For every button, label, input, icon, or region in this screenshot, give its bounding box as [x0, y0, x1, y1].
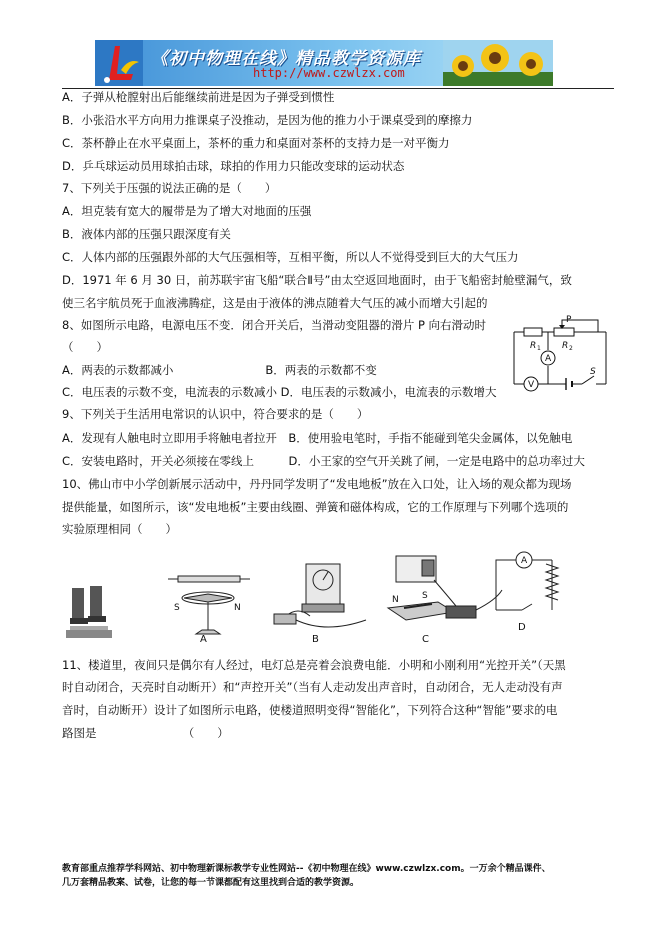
q11-stem-cont3: 路图是 （ ） [62, 726, 229, 740]
voltmeter-label: V [528, 380, 535, 390]
option-c-s-label: S [422, 591, 428, 601]
q8-stem-cont: （ ） [62, 340, 108, 354]
q7-option-b: B．液体内部的压强只跟深度有关 [62, 227, 231, 241]
q7-stem: 7、下列关于压强的说法正确的是（ ） [62, 181, 277, 195]
q11-stem-cont: 时自动闭合，天亮时自动断开）和“声控开关”（当有人走动发出声音时，自动闭合，无人走动没有声 [62, 680, 563, 694]
option-c-figure [388, 556, 502, 620]
ammeter-label: A [545, 354, 552, 364]
q10-stem-cont2: 实验原理相同（ ） [62, 522, 177, 536]
r1-subscript: 1 [537, 345, 541, 352]
banner-url[interactable]: http://www.czwlzx.com [253, 66, 405, 80]
q9-stem: 9、下列关于生活用电常识的认识中，符合要求的是（ ） [62, 407, 369, 421]
q7-option-a: A．坦克装有宽大的履带是为了增大对地面的压强 [62, 204, 312, 218]
q11-stem: 11、楼道里，夜间只是偶尔有人经过，电灯总是亮着会浪费电能．小明和小刚利用“光控开关”（天黑 [62, 658, 566, 672]
q8-option-ab: A．两表的示数都减小 B．两表的示数都不变 [62, 363, 377, 377]
q6-option-c: C．茶杯静止在水平桌面上，茶杯的重力和桌面对茶杯的支持力是一对平衡力 [62, 136, 450, 150]
sunflower-decoration-icon [443, 40, 553, 86]
q6-option-d: D．乒乓球运动员用球拍击球，球拍的作用力只能改变球的运动状态 [62, 159, 405, 173]
q9-option-cd: C．安装电路时，开关必须接在零线上 D．小王家的空气开关跳了闸，一定是电路中的总功率过大 [62, 454, 585, 468]
option-c-label: C [422, 634, 429, 645]
footer-line-1: 教育部重点推荐学科网站、初中物理新课标教学专业性网站--《初中物理在线》www.czwlzx.com。一万余个精品课件、 [62, 864, 551, 874]
option-a-n-label: N [234, 603, 241, 613]
q7-option-c: C．人体内部的压强跟外部的大气压强相等，互相平衡，所以人不觉得受到巨大的大气压力 [62, 250, 519, 264]
r2-subscript: 2 [569, 345, 573, 352]
q9-option-ab: A．发现有人触电时立即用手将触电者拉开 B．使用验电笔时，手指不能碰到笔尖金属体，以免触电 [62, 431, 573, 445]
option-d-ammeter-label: A [521, 556, 528, 566]
q8-option-cd: C．电压表的示数不变，电流表的示数减小 D．电压表的示数减小，电流表的示数增大 [62, 385, 497, 399]
q6-option-a: A．子弹从枪膛射出后能继续前进是因为子弹受到惯性 [62, 90, 335, 104]
q10-stem-cont: 提供能量，如图所示，该“发电地板”主要由线圈、弹簧和磁体构成，它的工作原理与下列哪个选项的 [62, 500, 569, 514]
q6-option-b: B．小张沿水平方向用力推课桌子没推动，是因为他的推力小于课桌受到的摩擦力 [62, 113, 473, 127]
switch-label: S [590, 367, 596, 377]
header-divider [62, 88, 614, 89]
header-banner [95, 40, 553, 86]
q11-stem-cont2: 音时，自动断开）设计了如图所示电路，使楼道照明变得“智能化”，下列符合这种“智能”要求的电 [62, 703, 558, 717]
banner-title: 《初中物理在线》精品教学资源库 [151, 49, 421, 69]
r1-resistor [524, 328, 542, 336]
option-b-figure [274, 564, 366, 627]
footer-line-2: 几万套精品教案、试卷，让您的每一节课都配有这里找到合适的教学资源。 [62, 878, 360, 888]
q10-stem: 10、佛山市中小学创新展示活动中，丹丹同学发明了“发电地板”放在入口处，让入场的观众都为现场 [62, 477, 572, 491]
q7-option-d: D．1971 年 6 月 30 日，前苏联宇宙飞船“联合Ⅱ号”由太空返回地面时，由于飞船密封舱壁漏气，致 [62, 273, 572, 287]
q7-option-d-cont: 使三名宇航员死于血液沸腾症，这是由于液体的沸点随着大气压的减小而增大引起的 [62, 296, 488, 310]
option-b-label: B [312, 634, 319, 645]
q10-figures [66, 550, 566, 646]
power-floor-illustration [66, 586, 112, 638]
site-logo-icon [95, 40, 143, 86]
r2-label: R [562, 341, 569, 351]
r2-rheostat [554, 328, 574, 336]
option-d-label: D [518, 622, 526, 633]
option-c-n-label: N [392, 595, 399, 605]
r1-label: R [530, 341, 537, 351]
q8-circuit-diagram [510, 312, 610, 398]
q8-stem: 8、如图所示电路，电源电压不变．闭合开关后，当滑动变阻器的滑片 P 向右滑动时 [62, 318, 487, 332]
slider-label: P [566, 315, 572, 325]
option-a-s-label: S [174, 603, 180, 613]
option-a-label: A [200, 634, 207, 645]
